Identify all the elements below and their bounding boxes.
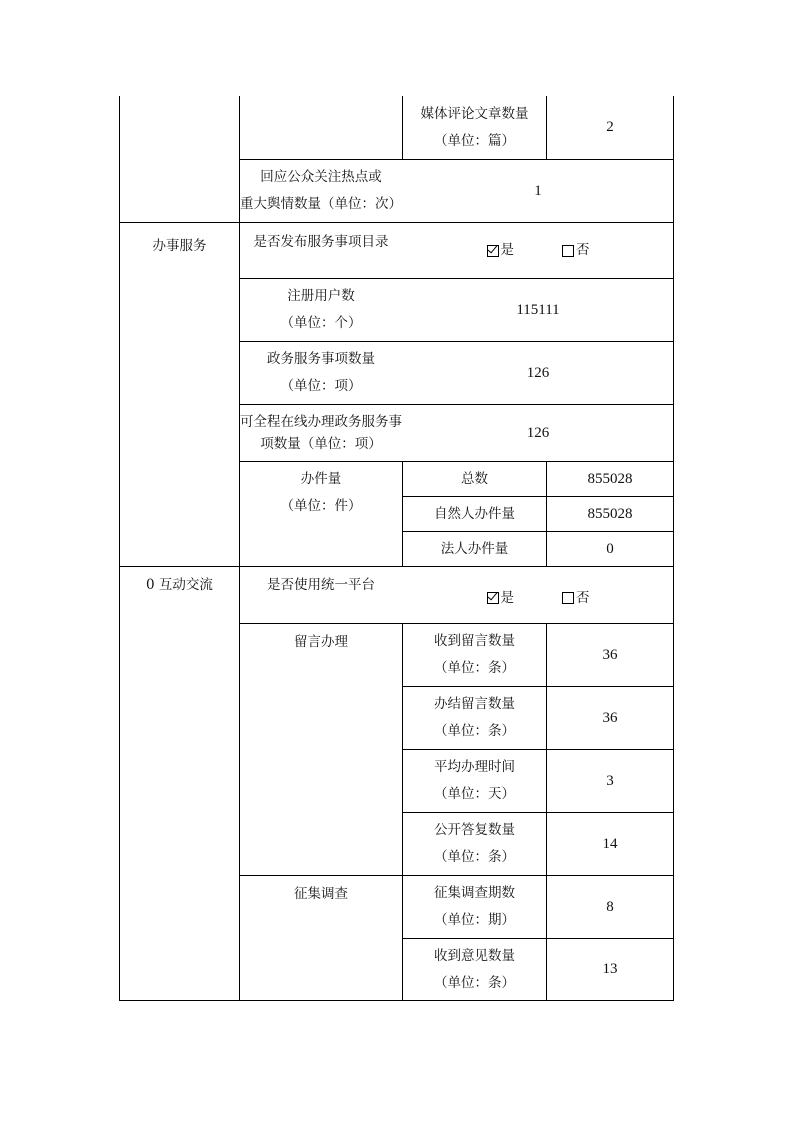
case-total-value: 855028 <box>587 470 633 487</box>
messages-received-label-cell <box>403 624 546 686</box>
survey-periods-label-cell <box>403 876 546 938</box>
media-article-label: 媒体评论文章数量 <box>420 105 529 122</box>
public-replies-value: 14 <box>602 835 618 852</box>
checked-box-icon <box>487 592 499 604</box>
public-replies-unit: （单位：条） <box>434 849 515 865</box>
interaction-category: 0 互动交流 <box>146 577 213 593</box>
table-border-right <box>673 96 674 1001</box>
registered-users-label: 注册用户数 <box>287 288 355 304</box>
checked-box-icon <box>487 245 499 257</box>
unified-platform-no-option[interactable] <box>562 585 590 612</box>
service-catalog-label: 是否发布服务事项目录 <box>253 234 389 250</box>
natural-person-cases-value: 855028 <box>587 505 633 522</box>
service-items-unit: （单位：项） <box>280 378 362 394</box>
legal-person-cases-label: 法人办件量 <box>440 540 509 557</box>
opinions-received-unit: （单位：条） <box>434 974 515 991</box>
case-volume-unit: （单位：件） <box>280 498 362 514</box>
online-items-label-line1: 可全程在线办理政务服务事 <box>240 414 402 430</box>
messages-handled-unit: （单位：条） <box>434 723 515 739</box>
service-catalog-yes-option[interactable] <box>487 237 515 264</box>
survey-periods-value: 8 <box>606 898 614 915</box>
message-handling-label: 留言办理 <box>294 634 348 650</box>
response-label-cell <box>240 160 402 222</box>
unified-platform-options <box>403 567 673 623</box>
unified-platform-yes-label: 是 <box>500 589 514 606</box>
messages-received-unit: （单位：条） <box>434 660 515 676</box>
opinions-received-label-cell <box>403 939 546 1000</box>
service-catalog-options <box>403 223 673 278</box>
service-items-value: 126 <box>526 364 550 381</box>
media-article-label-cell <box>403 96 546 159</box>
registered-users-value: 115111 <box>516 301 560 318</box>
opinions-received-label: 收到意见数量 <box>434 947 515 964</box>
registered-users-label-cell <box>240 279 402 341</box>
registered-users-unit: （单位：个） <box>280 315 362 331</box>
avg-handling-time-value: 3 <box>606 772 614 789</box>
natural-person-cases-label: 自然人办件量 <box>434 505 515 522</box>
case-total-label: 总数 <box>461 470 488 487</box>
unified-platform-label: 是否使用统一平台 <box>267 577 375 593</box>
unchecked-box-icon <box>562 245 574 257</box>
messages-handled-label-cell <box>403 687 546 749</box>
service-items-label: 政务服务事项数量 <box>267 351 375 367</box>
response-value: 1 <box>534 182 542 199</box>
avg-handling-time-label-cell <box>403 750 546 812</box>
survey-periods-label: 征集调查期数 <box>434 885 515 901</box>
survey-label: 征集调查 <box>294 886 348 902</box>
response-label-line1: 回应公众关注热点或 <box>260 169 382 185</box>
messages-handled-label: 办结留言数量 <box>434 696 515 712</box>
service-items-label-cell <box>240 342 402 404</box>
online-items-label-line2: 项数量（单位：项） <box>260 436 382 452</box>
response-label-line2: 重大舆情数量（单位：次） <box>240 196 402 212</box>
survey-periods-unit: （单位：期） <box>434 912 515 928</box>
public-replies-label: 公开答复数量 <box>434 822 515 838</box>
service-catalog-yes-label: 是 <box>500 242 514 258</box>
media-article-unit: （单位：篇） <box>434 132 515 149</box>
online-items-value: 126 <box>526 424 550 441</box>
service-category: 办事服务 <box>152 238 207 254</box>
online-items-label-cell <box>240 405 402 461</box>
public-replies-label-cell <box>403 813 546 875</box>
case-volume-label: 办件量 <box>300 471 342 487</box>
service-catalog-no-label: 否 <box>576 242 590 258</box>
unchecked-box-icon <box>562 592 574 604</box>
unified-platform-yes-option[interactable] <box>487 585 515 612</box>
avg-handling-time-unit: （单位：天） <box>434 786 515 802</box>
case-volume-label-cell <box>240 462 402 566</box>
messages-received-label: 收到留言数量 <box>434 633 515 649</box>
avg-handling-time-label: 平均办理时间 <box>434 759 515 775</box>
service-catalog-no-option[interactable] <box>562 237 590 264</box>
messages-handled-value: 36 <box>602 709 618 726</box>
unified-platform-no-label: 否 <box>576 589 590 606</box>
opinions-received-value: 13 <box>602 961 618 977</box>
table-border-bottom <box>119 1000 674 1001</box>
messages-received-value: 36 <box>602 646 618 663</box>
legal-person-cases-value: 0 <box>606 540 614 557</box>
media-article-value: 2 <box>606 119 614 135</box>
